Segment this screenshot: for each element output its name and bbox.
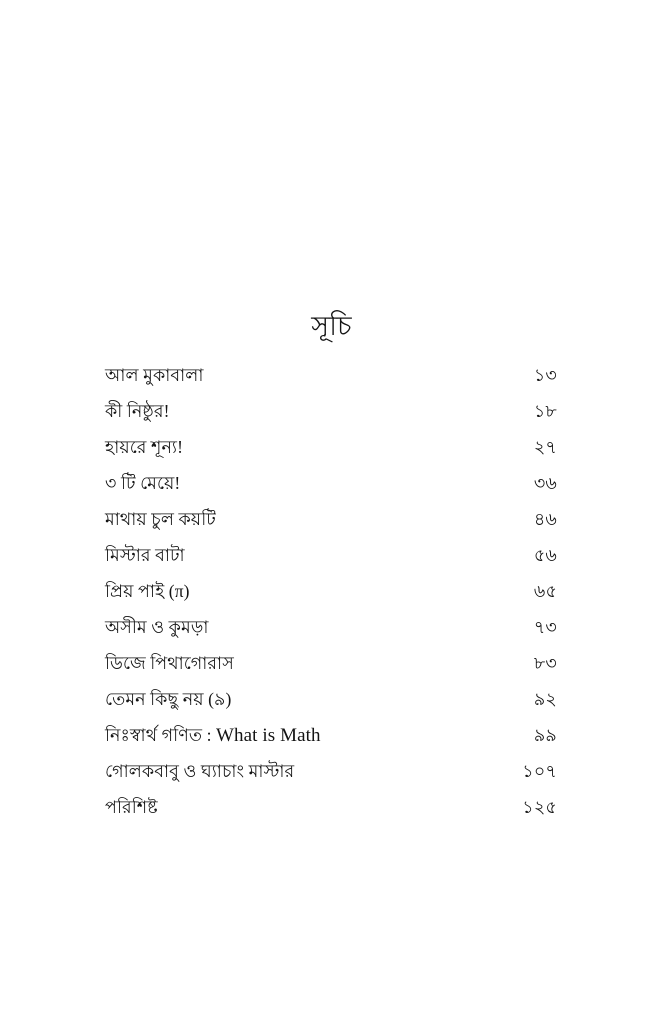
toc-entry-page-number: ৯২ (533, 689, 557, 709)
toc-entry[interactable] (105, 396, 557, 432)
page-title: সূচি (311, 311, 352, 342)
toc-entry-title: কী নিষ্ঠুর! (105, 401, 170, 421)
toc-entry-page-number: ৫৬ (533, 545, 557, 565)
toc-entry-page-number: ২৭ (533, 437, 557, 457)
toc-entry-title: গোলকবাবু ও ঘ্যাচাং মাস্টার (105, 761, 295, 781)
toc-entry[interactable] (105, 540, 557, 576)
toc-entry-page-number: ৩৬ (533, 473, 557, 493)
toc-entry[interactable] (105, 360, 557, 396)
toc-entry-page-number: ১৮ (533, 401, 557, 421)
toc-entry-title: অসীম ও কুমড়া (105, 617, 209, 637)
toc-entry-page-number: ৯৯ (533, 725, 557, 745)
toc-entry-page-number: ৭৩ (533, 617, 557, 637)
toc-entry-title: তেমন কিছু নয় (৯) (105, 689, 232, 709)
toc-entry[interactable] (105, 684, 557, 720)
toc-entry-title: হায়রে শূন্য! (105, 437, 184, 457)
toc-entry-title: পরিশিষ্ট (105, 797, 158, 817)
toc-entry-title: প্রিয় পাই (π) (105, 581, 190, 601)
toc-entry-page-number: ১৩ (533, 365, 557, 385)
toc-entry-title: মাথায় চুল কয়টি (105, 509, 216, 529)
toc-entry[interactable] (105, 576, 557, 612)
latin-text: What is Math (216, 725, 321, 746)
toc-entry[interactable] (105, 432, 557, 468)
toc-entry-page-number: ৮৩ (533, 653, 557, 673)
toc-entry-page-number: ১২৫ (522, 797, 557, 817)
toc-entry-title: ৩ টি মেয়ে! (105, 473, 181, 493)
toc-entry[interactable] (105, 756, 557, 792)
toc-entry-title: আল মুকাবালা (105, 365, 204, 385)
toc-entry[interactable] (105, 720, 557, 756)
toc-entry[interactable] (105, 612, 557, 648)
toc-entry-page-number: ৪৬ (533, 509, 557, 529)
toc-entry[interactable] (105, 504, 557, 540)
toc-entry-page-number: ৬৫ (533, 581, 557, 601)
toc-entry[interactable] (105, 648, 557, 684)
toc-entry-page-number: ১০৭ (522, 761, 557, 781)
toc-entry-title: নিঃস্বার্থ গণিত : What is Math (105, 725, 321, 746)
toc-entry-title: ডিজে পিথাগোরাস (105, 653, 234, 673)
toc-entry[interactable] (105, 792, 557, 828)
toc-entry[interactable] (105, 468, 557, 504)
table-of-contents-list (105, 360, 557, 828)
toc-entry-title: মিস্টার বাটা (105, 545, 185, 565)
